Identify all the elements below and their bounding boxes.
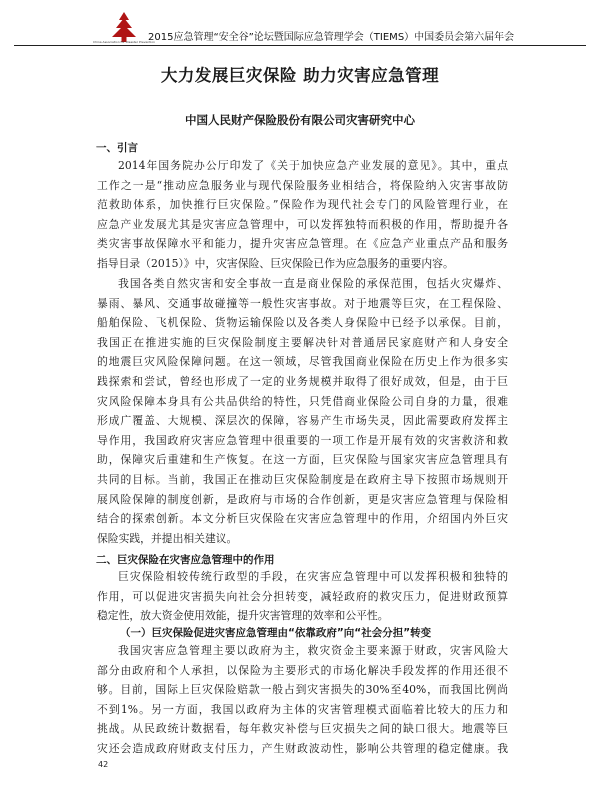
header-rule xyxy=(14,45,586,46)
text-line: 指导目录（2015）》中，灾害保险、巨灾保险已作为应急服务的重要内容。 xyxy=(97,256,454,270)
text-line: 的地震巨灾风险保障问题。在这一领域，尽管我国商业保险在历史上作为很多实 xyxy=(97,355,508,369)
logo-caption: China Association for Disaster Prevention xyxy=(93,40,155,44)
text-line: 我国灾害应急管理主要以政府为主，救灾资金主要来源于财政，灾害风险大 xyxy=(118,644,508,657)
text-line: 灾还会造成政府财政支付压力，产生财政波动性，影响公共管理的稳定健康。我 xyxy=(97,741,508,755)
section-heading-introduction: 一、引言 xyxy=(96,142,138,154)
text-line: 形成广覆盖、大规模、深层次的保障，容易产生市场失灵，因此需要政府发挥主 xyxy=(97,414,508,428)
page-header xyxy=(14,4,586,48)
text-line: 不到1%。另一方面，我国以政府为主体的灾害管理模式面临着比较大的压力和 xyxy=(97,702,508,716)
author-organization: 中国人民财产保险股份有限公司灾害研究中心 xyxy=(185,113,415,127)
introduction-paragraph-1 xyxy=(97,156,508,274)
role-paragraph-1 xyxy=(97,567,508,626)
text-line: 作用，可以促进灾害损失向社会分担转变，减轻政府的救灾压力，促进财政预算 xyxy=(97,589,508,603)
text-line: 应急产业发展尤其是灾害应急管理中，可以发挥独特而积极的作用，帮助提升各 xyxy=(97,217,508,231)
text-line: 保险实践，并提出相关建议。 xyxy=(97,531,238,545)
text-line: 灾风险保障本身具有公共品供给的特性，只凭借商业保险公司自身的力量，很难 xyxy=(97,394,508,408)
text-line: 船舶保险、飞机保险、货物运输保险以及各类人身保险中已经予以承保。目前， xyxy=(97,316,508,330)
text-line: 类灾害事故保障水平和能力，提升灾害应急管理。在《应急产业重点产品和服务 xyxy=(97,237,508,251)
text-line: 稳定性，放大资金使用效能，提升灾害管理的效率和公平性。 xyxy=(97,609,389,623)
subsection-heading-1: （一）巨灾保险促进灾害应急管理由“依靠政府”向“社会分担”转变 xyxy=(120,627,432,639)
text-line: 巨灾保险相较传统行政型的手段，在灾害应急管理中可以发挥积极和独特的 xyxy=(118,570,508,583)
text-line: 挑战。从民政统计数据看，每年救灾补偿与巨灾损失之间的缺口很大。地震等巨 xyxy=(97,722,508,736)
text-line: 我国正在推进实施的巨灾保险制度主要解决针对普通居民家庭财产和人身安全 xyxy=(97,335,508,349)
text-line: 结合的探索创新。本文分析巨灾保险在灾害应急管理中的作用，介绍国内外巨灾 xyxy=(97,512,508,526)
text-line: 践探索和尝试，曾经也形成了一定的业务规模并取得了很好成效，但是，由于巨 xyxy=(97,374,508,388)
subsection-1-paragraph-1 xyxy=(97,641,508,759)
running-head: 2015应急管理“安全谷”论坛暨国际应急管理学会（TIEMS）中国委员会第六届年会 xyxy=(148,32,515,43)
text-line: 展风险保障的制度创新，是政府与市场的合作创新，更是灾害应急管理与保险相 xyxy=(97,492,508,506)
section-heading-role: 二、巨灾保险在灾害应急管理中的作用 xyxy=(96,554,275,566)
introduction-paragraph-2 xyxy=(97,274,508,548)
text-line: 共同的目标。当前，我国正在推动巨灾保险制度是在政府主导下按照市场规则开 xyxy=(97,472,508,486)
text-line: 部分由政府和个人承担，以保险为主要形式的市场化解决手段发挥的作用还很不 xyxy=(97,663,508,677)
page-title: 大力发展巨灾保险 助力灾害应急管理 xyxy=(160,66,440,85)
text-line: 范救助体系，加快推行巨灾保险。”保险作为现代社会专门的风险管理行业，在 xyxy=(97,198,508,212)
page-number: 42 xyxy=(98,760,109,769)
text-line: 够。目前，国际上巨灾保险赔款一般占到灾害损失的30%至40%，而我国比例尚 xyxy=(97,683,508,697)
organization-logo xyxy=(104,10,144,44)
text-line: 暴雨、暴风、交通事故碰撞等一般性灾害事故。对于地震等巨灾，在工程保险、 xyxy=(97,296,508,310)
text-line: 2014年国务院办公厅印发了《关于加快应急产业发展的意见》。其中，重点 xyxy=(118,159,508,172)
text-line: 导作用，我国政府灾害应急管理中很重要的一项工作是开展有效的灾害救济和救 xyxy=(97,433,508,447)
text-line: 我国各类自然灾害和安全事故一直是商业保险的承保范围，包括火灾爆炸、 xyxy=(118,277,508,290)
text-line: 工作之一是“推动应急服务业与现代保险服务业相结合，将保险纳入灾害事故防 xyxy=(97,178,508,192)
text-line: 助，保障灾后重建和生产恢复。在这一方面，巨灾保险与国家灾害应急管理具有 xyxy=(97,453,508,467)
